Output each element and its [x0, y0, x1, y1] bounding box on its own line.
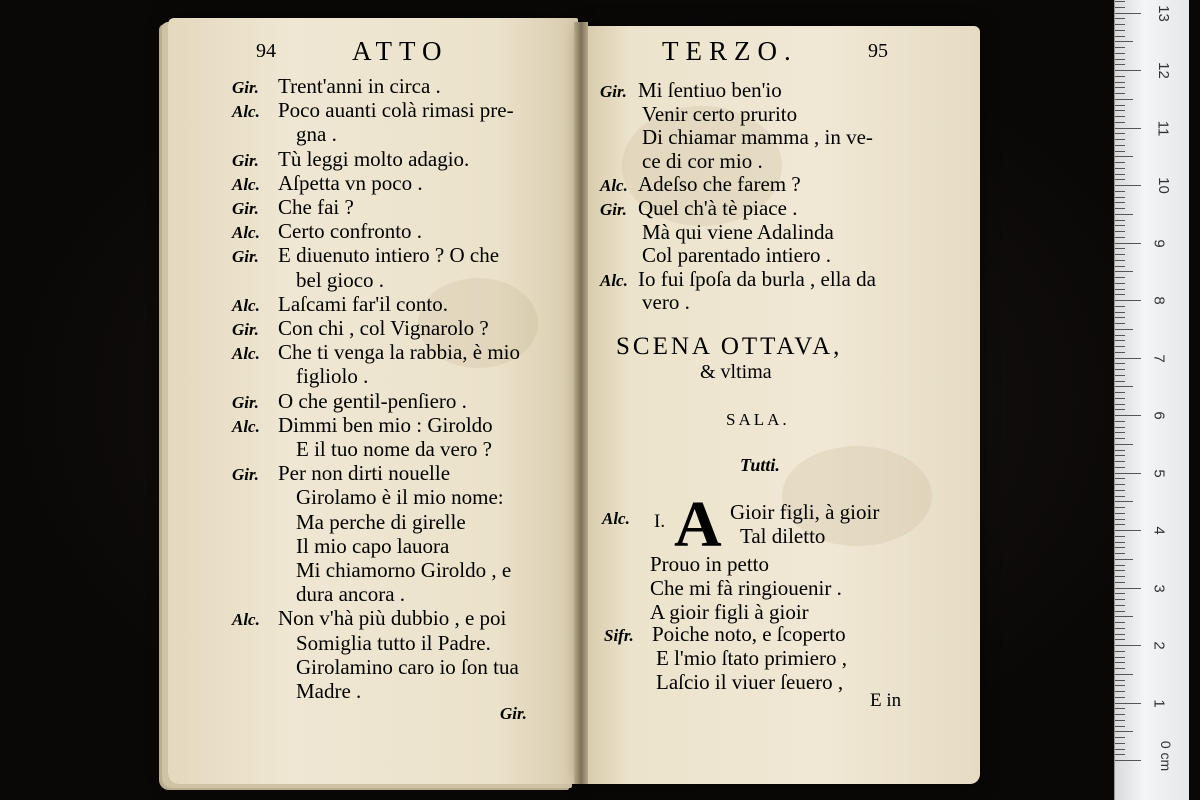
ruler-number: 6	[1150, 411, 1168, 420]
ruler-tick	[1115, 467, 1125, 468]
ruler-tick	[1115, 484, 1125, 485]
ruler-tick	[1115, 191, 1125, 192]
ruler-tick	[1115, 243, 1141, 244]
ruler-tick	[1115, 162, 1125, 163]
line-text: Laſcami far'il conto.	[278, 291, 448, 316]
ruler-tick	[1115, 599, 1125, 600]
ruler-tick	[1115, 248, 1125, 249]
ruler-tick	[1115, 588, 1141, 589]
ruler-number: 10	[1154, 177, 1172, 194]
ruler-tick	[1115, 174, 1125, 175]
line-text: vero .	[642, 290, 690, 315]
ruler-tick	[1115, 312, 1125, 313]
line-text: Che fai ?	[278, 195, 354, 219]
line-text: Che mi fà ringiouenir .	[650, 576, 842, 600]
scene-characters: Tutti.	[740, 455, 780, 475]
ruler-tick	[1115, 93, 1125, 94]
left-catchword: Gir.	[500, 704, 527, 723]
ruler-tick	[1115, 185, 1141, 186]
line-text: figliolo .	[296, 364, 369, 389]
line-text: Certo confronto .	[278, 219, 423, 244]
line-text: Tal diletto	[740, 524, 826, 548]
ruler-tick	[1115, 507, 1125, 508]
ruler-tick	[1115, 329, 1133, 330]
ruler-tick	[1115, 530, 1141, 531]
speaker-label: Gir.	[232, 247, 259, 267]
ruler-tick	[1115, 128, 1141, 129]
ruler-tick	[1115, 225, 1125, 226]
ruler-tick	[1115, 444, 1133, 445]
ruler-tick	[1115, 64, 1125, 65]
ruler-tick	[1115, 202, 1125, 203]
speaker-label: Alc.	[232, 344, 260, 364]
ruler-tick	[1115, 323, 1125, 324]
speaker-label: Gir.	[232, 320, 259, 339]
ruler-tick	[1115, 473, 1141, 474]
ruler-tick	[1115, 369, 1125, 370]
speaker-label: Alc.	[232, 174, 260, 194]
ruler-tick	[1115, 30, 1125, 31]
ruler-tick	[1115, 743, 1125, 744]
ruler-tick	[1115, 231, 1125, 232]
left-page-number: 94	[256, 40, 276, 62]
ruler-tick	[1115, 110, 1125, 111]
line-text: Tù leggi molto adagio.	[278, 146, 470, 171]
ruler-tick	[1115, 13, 1141, 14]
line-text: Non v'hà più dubbio , e poi	[278, 606, 507, 631]
ruler-tick	[1115, 214, 1133, 215]
line-text: Laſcio il viuer ſeuero ,	[656, 670, 844, 694]
ruler-tick	[1115, 542, 1125, 543]
ruler-number: 11	[1154, 120, 1172, 136]
ruler-tick	[1115, 501, 1133, 502]
ruler-tick	[1115, 685, 1125, 686]
ruler-tick	[1115, 605, 1125, 606]
ruler-tick	[1115, 208, 1125, 209]
ruler-tick	[1115, 386, 1133, 387]
speaker-label: Gir.	[232, 150, 259, 170]
ruler-tick	[1115, 720, 1125, 721]
line-text: Mà qui viene Adalinda	[642, 219, 834, 244]
left-running-head: ATTO	[352, 36, 449, 66]
speaker-label: Alc.	[232, 102, 260, 122]
line-text: Che ti venga la rabbia, è mio	[278, 340, 521, 365]
line-text: Somiglia tutto il Padre.	[296, 630, 491, 655]
ruler-number: 7	[1150, 353, 1168, 363]
ruler-tick	[1115, 76, 1125, 77]
ruler-tick	[1115, 70, 1141, 71]
ruler-tick	[1115, 415, 1141, 416]
ruler-tick	[1115, 593, 1125, 594]
ruler-number: 2	[1150, 641, 1168, 650]
line-text: Girolamo è il mio nome:	[296, 485, 504, 510]
ruler-tick	[1115, 7, 1125, 8]
ruler-tick	[1115, 151, 1125, 152]
ruler-tick	[1115, 628, 1125, 629]
line-text: dura ancora .	[296, 582, 406, 607]
ruler-tick	[1115, 639, 1125, 640]
aria-number: I.	[654, 511, 666, 532]
ruler-tick	[1115, 409, 1125, 410]
ruler-tick	[1115, 496, 1125, 497]
line-text: Ma perche di girelle	[296, 509, 466, 534]
ruler-tick	[1115, 461, 1125, 462]
line-text: Girolamino caro io ſon tua	[296, 654, 519, 679]
speaker-label: Alc.	[600, 176, 628, 196]
ruler-tick	[1115, 179, 1125, 180]
line-text: Per non dirti nouelle	[278, 461, 451, 486]
line-text: Quel ch'à tè piace .	[638, 196, 798, 220]
line-text: Aſpetta vn poco .	[278, 170, 423, 195]
ruler-tick	[1115, 427, 1125, 428]
ruler-tick	[1115, 547, 1125, 548]
ruler-number: 13	[1154, 4, 1172, 22]
speaker-label: Gir.	[600, 200, 627, 219]
aria-speaker: Alc.	[602, 509, 630, 528]
ruler-tick	[1115, 432, 1125, 433]
ruler-tick	[1115, 260, 1125, 261]
ruler-tick	[1115, 438, 1125, 439]
line-text: ce di cor mio .	[642, 148, 763, 173]
ruler-tick	[1115, 749, 1125, 750]
ruler-number: 9	[1150, 238, 1168, 248]
ruler-tick	[1115, 375, 1125, 376]
ruler-tick	[1115, 18, 1125, 19]
ruler-tick	[1115, 651, 1125, 652]
ruler-number: 12	[1154, 62, 1172, 79]
ruler-tick	[1115, 53, 1125, 54]
ruler-tick	[1115, 59, 1125, 60]
ruler-tick	[1115, 455, 1125, 456]
ruler-tick	[1115, 352, 1125, 353]
speaker-label: Gir.	[600, 82, 627, 101]
ruler-tick	[1115, 565, 1125, 566]
ruler-tick	[1115, 254, 1125, 255]
line-text: Di chiamar mamma , in ve-	[642, 125, 873, 150]
speaker-label: Alc.	[232, 610, 260, 630]
line-text: Gioir figli, à gioir	[730, 500, 880, 524]
line-text: Poiche noto, e ſcoperto	[652, 622, 846, 646]
line-text: Mi chiamorno Giroldo , e	[296, 558, 512, 582]
ruler-tick	[1115, 524, 1125, 525]
ruler-tick	[1115, 576, 1125, 577]
line-text: Trent'anni in circa .	[278, 74, 441, 98]
ruler-tick	[1115, 139, 1125, 140]
ruler-tick	[1115, 680, 1125, 681]
ruler-tick	[1115, 197, 1125, 198]
ruler-tick	[1115, 289, 1125, 290]
measuring-ruler	[1114, 0, 1189, 800]
line-text: Adeſso che farem ?	[638, 172, 801, 197]
ruler-tick	[1115, 450, 1125, 451]
ruler-tick	[1115, 582, 1125, 583]
ruler-tick	[1115, 237, 1125, 238]
ruler-tick	[1115, 536, 1125, 537]
line-text: E diuenuto intiero ? O che	[278, 243, 500, 268]
right-page-number: 95	[868, 40, 888, 62]
line-text: Mi ſentiuo ben'io	[638, 78, 782, 102]
line-text: O che gentil-penſiero .	[278, 388, 467, 413]
ruler-number: 1	[1150, 698, 1168, 708]
ruler-tick	[1115, 346, 1125, 347]
ruler-tick	[1115, 737, 1125, 738]
ruler-tick	[1115, 404, 1125, 405]
right-running-head: TERZO.	[662, 36, 798, 66]
line-text: Io fui ſpoſa da burla , ella da	[638, 266, 876, 291]
ruler-tick	[1115, 271, 1133, 272]
line-text: bel gioco .	[296, 267, 385, 292]
ruler-tick	[1115, 662, 1125, 663]
speaker-label: Gir.	[232, 199, 259, 218]
ruler-tick	[1115, 381, 1125, 382]
ruler-tick	[1115, 553, 1125, 554]
ruler-tick	[1115, 306, 1125, 307]
ruler-number: 4	[1150, 526, 1168, 535]
ruler-tick	[1115, 283, 1125, 284]
line-text: Con chi , col Vignarolo ?	[278, 316, 489, 340]
ruler-tick	[1115, 145, 1125, 146]
ruler-tick	[1115, 317, 1125, 318]
ruler-tick	[1115, 392, 1125, 393]
ruler-tick	[1115, 36, 1125, 37]
ruler-tick	[1115, 340, 1125, 341]
ruler-number: 8	[1150, 296, 1168, 305]
line-text: Prouo in petto	[650, 552, 769, 576]
speaker-label: Gir.	[232, 78, 259, 97]
book-gutter	[574, 22, 588, 784]
ruler-tick	[1115, 611, 1125, 612]
line-text: Dimmi ben mio : Giroldo	[278, 412, 493, 437]
speaker-label: Alc.	[600, 270, 628, 290]
ruler-tick	[1115, 513, 1125, 514]
scene-heading: SCENA OTTAVA,	[616, 333, 843, 360]
speaker-label: Alc.	[232, 416, 260, 436]
ruler-tick	[1115, 691, 1125, 692]
ruler-number: 5	[1150, 468, 1168, 478]
drop-cap: A	[674, 488, 722, 561]
ruler-tick	[1115, 47, 1125, 48]
ruler-tick	[1115, 300, 1141, 301]
scene-setting: SALA.	[726, 410, 790, 429]
ruler-unit-label: 0 cm	[1158, 740, 1175, 772]
ruler-tick	[1115, 41, 1133, 42]
ruler-tick	[1115, 122, 1125, 123]
ruler-tick	[1115, 335, 1125, 336]
ruler-tick	[1115, 478, 1125, 479]
ruler-tick	[1115, 622, 1125, 623]
speaker-label: Sifr.	[604, 626, 634, 645]
ruler-tick	[1115, 570, 1125, 571]
line-text: Il mio capo lauora	[296, 533, 450, 558]
ruler-tick	[1115, 731, 1133, 732]
ruler-number: 3	[1150, 583, 1168, 593]
ruler-tick	[1115, 266, 1125, 267]
ruler-tick	[1115, 277, 1125, 278]
ruler-tick	[1115, 726, 1125, 727]
scene-subheading: & vltima	[700, 361, 772, 383]
line-text: Venir certo prurito	[642, 101, 798, 126]
ruler-tick	[1115, 1, 1125, 2]
ruler-tick	[1115, 490, 1125, 491]
ruler-tick	[1115, 156, 1133, 157]
line-text: A gioir figli à gioir	[650, 600, 809, 624]
ruler-tick	[1115, 645, 1141, 646]
ruler-tick	[1115, 168, 1125, 169]
right-catchword: E in	[870, 690, 902, 711]
ruler-tick	[1115, 421, 1125, 422]
ruler-tick	[1115, 703, 1141, 704]
ruler-tick	[1115, 363, 1125, 364]
ruler-tick	[1115, 133, 1125, 134]
ruler-tick	[1115, 760, 1141, 761]
ruler-tick	[1115, 105, 1125, 106]
ruler-tick	[1115, 220, 1125, 221]
ruler-tick	[1115, 87, 1125, 88]
ruler-tick	[1115, 398, 1125, 399]
speaker-label: Gir.	[232, 392, 259, 412]
line-text: Poco auanti colà rimasi pre-	[278, 98, 514, 123]
ruler-tick	[1115, 24, 1125, 25]
ruler-tick	[1115, 657, 1125, 658]
line-text: Col parentado intiero .	[642, 243, 831, 268]
ruler-tick	[1115, 697, 1125, 698]
line-text: E l'mio ſtato primiero ,	[656, 646, 847, 670]
ruler-tick	[1115, 708, 1125, 709]
ruler-tick	[1115, 116, 1125, 117]
ruler-tick	[1115, 559, 1133, 560]
ruler-tick	[1115, 358, 1141, 359]
ruler-tick	[1115, 616, 1133, 617]
speaker-label: Gir.	[232, 465, 259, 485]
ruler-tick	[1115, 99, 1133, 100]
ruler-tick	[1115, 519, 1125, 520]
ruler-tick	[1115, 82, 1125, 83]
ruler-tick	[1115, 668, 1125, 669]
line-text: E il tuo nome da vero ?	[296, 437, 492, 461]
ruler-tick	[1115, 714, 1125, 715]
speaker-label: Alc.	[232, 295, 260, 315]
ruler-tick	[1115, 674, 1133, 675]
speaker-label: Alc.	[232, 223, 260, 243]
ruler-tick	[1115, 754, 1125, 755]
line-text: gna .	[296, 122, 337, 147]
line-text: Madre .	[296, 679, 362, 703]
ruler-tick	[1115, 294, 1125, 295]
ruler-tick	[1115, 634, 1125, 635]
